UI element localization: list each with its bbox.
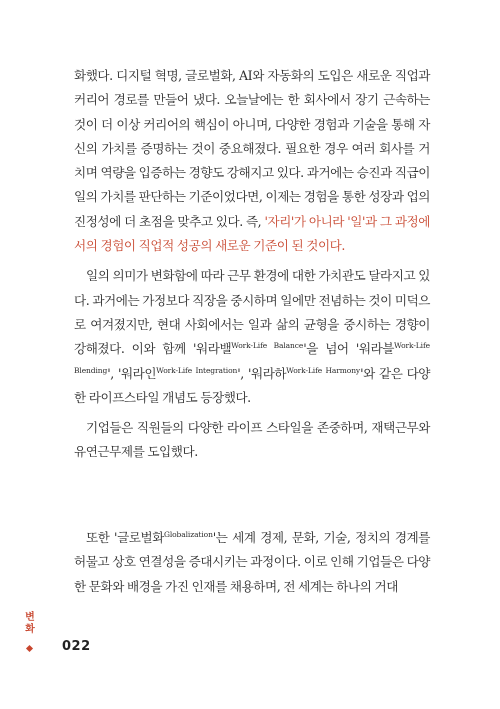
paragraph-career-text: 화했다. 디지털 혁명, 글로벌화, AI와 자동화의 도입은 새로운 직업과 커리어 경로를 만들어 냈다. 오늘날에는 한 회사에서 장기 근속하는 것이 더 이상 커리어의 핵심이 아니며, 다양한 경험과 기술을 통해 자신의 가치를 증명하는 것이 중요해졌다. 필요한 경우 여러 회사를 거치며 역량을 입증하는 경향도 강해지고 있다. 과거에는 승진과 직급이 일의 가치를 판단하는 기준이었다면, 이제는 경험을 통한 성장과 업의 진정성에 더 초점을 맞추고 있다. 즉,: [74, 68, 431, 229]
body-text-upper: [74, 64, 430, 465]
chapter-label: 변화: [25, 612, 35, 635]
superscript-globalization: Globalization: [163, 529, 213, 539]
paragraph-globalization: [74, 526, 430, 599]
paragraph-work-life: [74, 264, 430, 410]
page-number: 022: [62, 639, 91, 654]
highlighted-sentence: '자리'가 아니라 '일'과 그 과정에서의 경험이 직업적 성공의 새로운 기준이 된 것이다.: [74, 213, 430, 254]
paragraph-work-life-text-c: ', '워라인: [107, 365, 157, 381]
superscript-work-life-blending: Work-Life Blending: [74, 341, 430, 375]
paragraph-globalization-text-b: '는 세계 경제, 문화, 기술, 정치의 경계를 허물고 상호 연결성을 증대시키는 과정이다. 이로 인해 기업들은 다양한 문화와 배경을 가진 인재를 채용하며, 전 세계는 하나의 거대: [74, 530, 431, 594]
paragraph-work-life-text-b: '을 넘어 '워라블: [303, 341, 395, 357]
paragraph-work-life-text-a: 일의 의미가 변화함에 따라 근무 환경에 대한 가치관도 달라지고 있다. 과거에는 가정보다 직장을 중시하며 일에만 전념하는 것이 미덕으로 여겨졌지만, 현대 사회에서는 일과 삶의 균형을 중시하는 경향이 강해졌다. 이와 함께 '워라밸: [74, 268, 431, 357]
paragraph-companies: 기업들은 직원들의 다양한 라이프 스타일을 존중하며, 재택근무와 유연근무제를 도입했다.: [74, 420, 430, 460]
superscript-work-life-balance: Work-Life Balance: [231, 341, 304, 351]
superscript-work-life-harmony: Work-Life Harmony: [286, 365, 361, 375]
paragraph-globalization-text-a: 또한 '글로벌화: [86, 530, 164, 545]
paragraph-career: [74, 64, 430, 258]
superscript-work-life-integration: Work-Life Integration: [156, 365, 238, 375]
diamond-bullet-icon: [26, 645, 33, 652]
paragraph-work-life-text-e: '와 같은 다양한 라이프스타일 개념도 등장했다.: [74, 365, 431, 405]
paragraph-work-life-text-d: ', '워라하: [237, 365, 287, 381]
body-text-lower: [74, 526, 430, 599]
